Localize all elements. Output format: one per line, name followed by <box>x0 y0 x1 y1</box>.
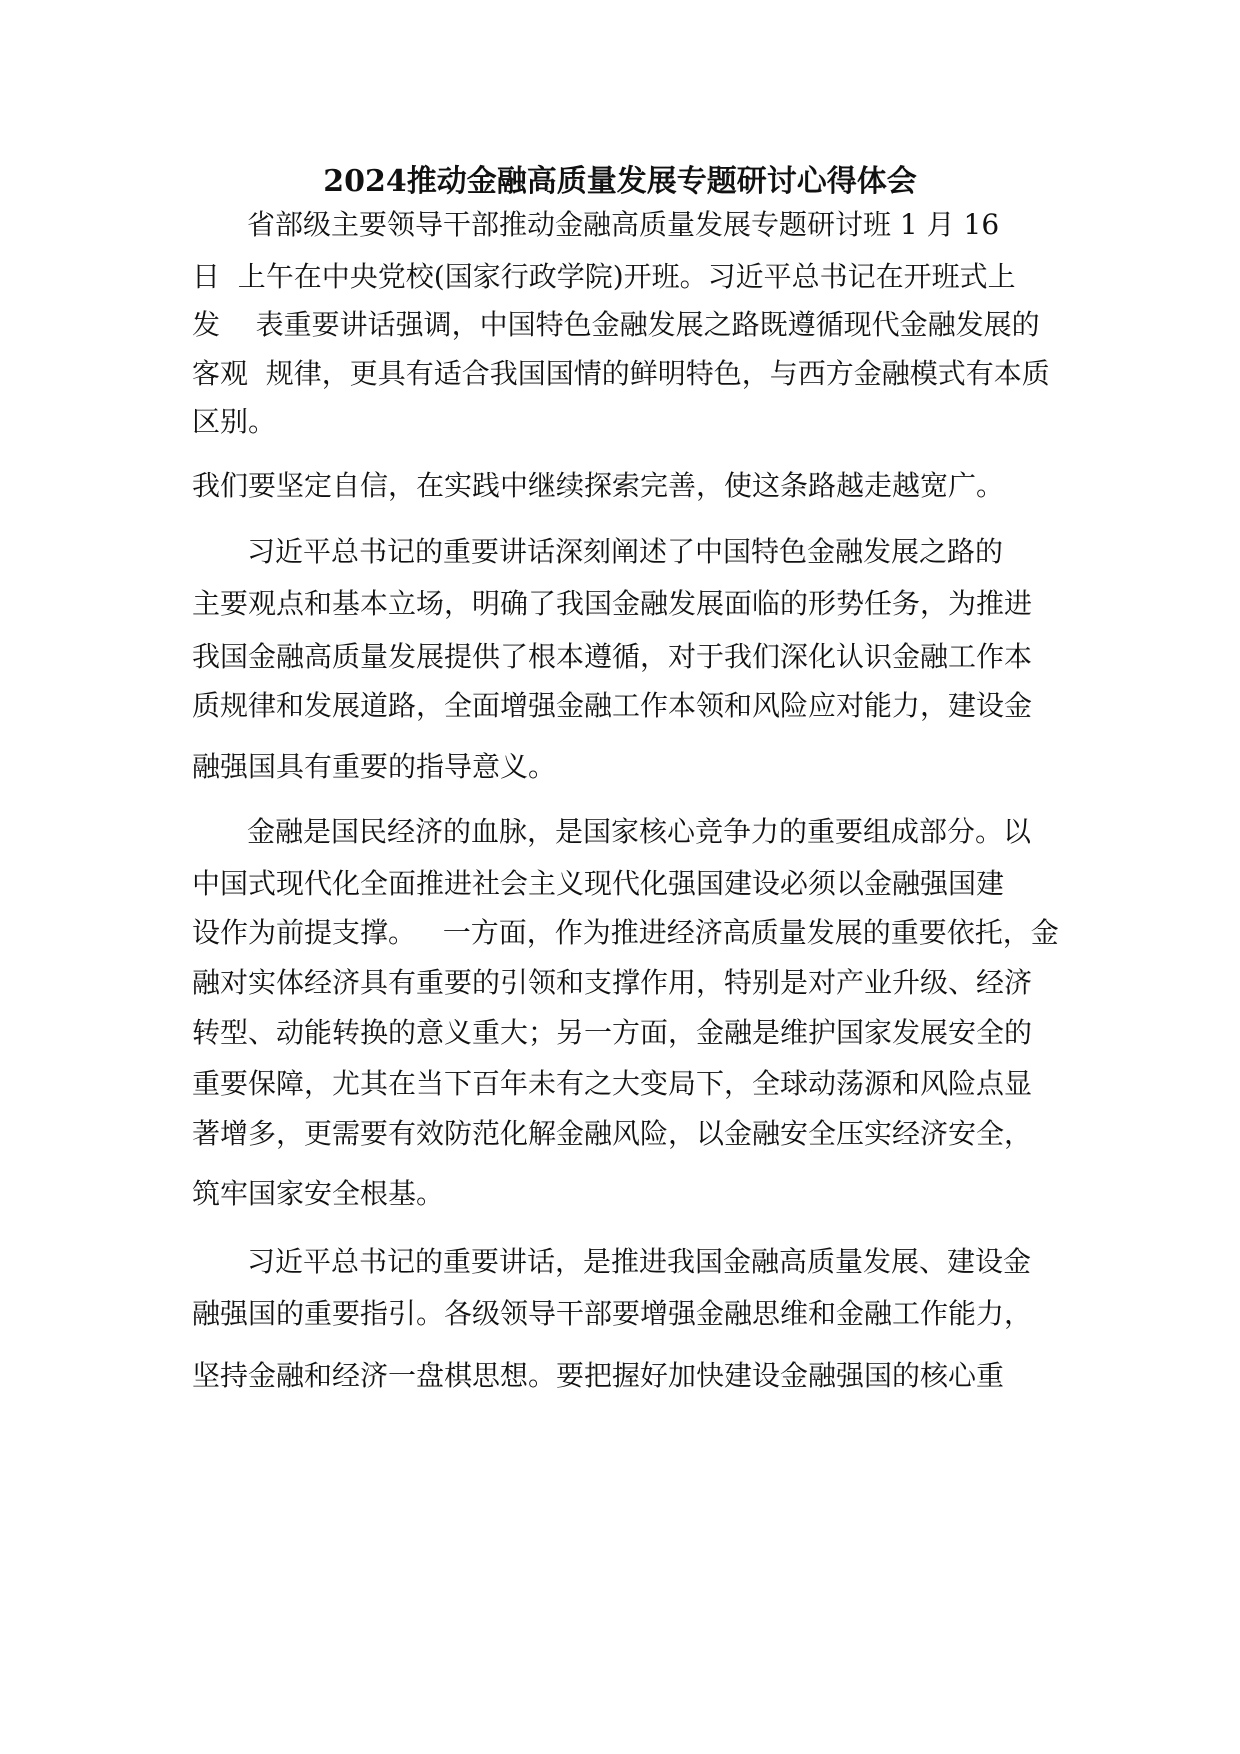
paragraph-4-line-5: 转型、动能转换的意义重大；另一方面，金融是维护国家发展安全的 <box>192 1016 1033 1049</box>
paragraph-3-line-2: 主要观点和基本立场，明确了我国金融发展面临的形势任务，为推进 <box>192 587 1033 620</box>
paragraph-2-line-1: 我们要坚定自信，在实践中继续探索完善，使这条路越走越宽广。 <box>192 469 1005 502</box>
paragraph-4-line-6: 重要保障，尤其在当下百年未有之大变局下，全球动荡源和风险点显 <box>192 1067 1033 1100</box>
paragraph-5-line-3: 坚持金融和经济一盘棋思想。要把握好加快建设金融强国的核心重 <box>192 1359 1005 1392</box>
paragraph-5-line-2: 融强国的重要指引。各级领导干部要增强金融思维和金融工作能力， <box>192 1297 1033 1330</box>
paragraph-4-line-7: 著增多，更需要有效防范化解金融风险，以金融安全压实经济安全， <box>192 1117 1033 1150</box>
paragraph-5-line-1: 习近平总书记的重要讲话，是推进我国金融高质量发展、建设金 <box>247 1245 1032 1278</box>
paragraph-1-line-5: 区别。 <box>192 405 277 438</box>
paragraph-3-line-1: 习近平总书记的重要讲话深刻阐述了中国特色金融发展之路的 <box>247 535 1004 568</box>
paragraph-1-line-3: 发 表重要讲话强调，中国特色金融发展之路既遵循现代金融发展的 <box>192 308 1040 341</box>
paragraph-4-line-4: 融对实体经济具有重要的引领和支撑作用，特别是对产业升级、经济 <box>192 966 1033 999</box>
paragraph-4-line-2: 中国式现代化全面推进社会主义现代化强国建设必须以金融强国建 <box>192 867 1005 900</box>
paragraph-3-line-5: 融强国具有重要的指导意义。 <box>192 750 557 783</box>
paragraph-4-line-1: 金融是国民经济的血脉，是国家核心竞争力的重要组成部分。以 <box>247 815 1032 848</box>
paragraph-1-line-1: 省部级主要领导干部推动金融高质量发展专题研讨班 1 月 16 <box>247 208 1000 241</box>
document-title: 2024推动金融高质量发展专题研讨心得体会 <box>323 164 917 199</box>
paragraph-1-line-4: 客观 规律，更具有适合我国国情的鲜明特色，与西方金融模式有本质 <box>192 357 1050 390</box>
paragraph-4-line-8: 筑牢国家安全根基。 <box>192 1177 445 1210</box>
paragraph-3-line-3: 我国金融高质量发展提供了根本遵循，对于我们深化认识金融工作本 <box>192 640 1033 673</box>
paragraph-1-line-2: 日 上午在中央党校(国家行政学院)开班。习近平总书记在开班式上 <box>192 260 1016 293</box>
paragraph-3-line-4: 质规律和发展道路，全面增强金融工作本领和风险应对能力，建设金 <box>192 689 1033 722</box>
paragraph-4-line-3: 设作为前提支撑。 一方面，作为推进经济高质量发展的重要依托，金 <box>192 916 1059 949</box>
